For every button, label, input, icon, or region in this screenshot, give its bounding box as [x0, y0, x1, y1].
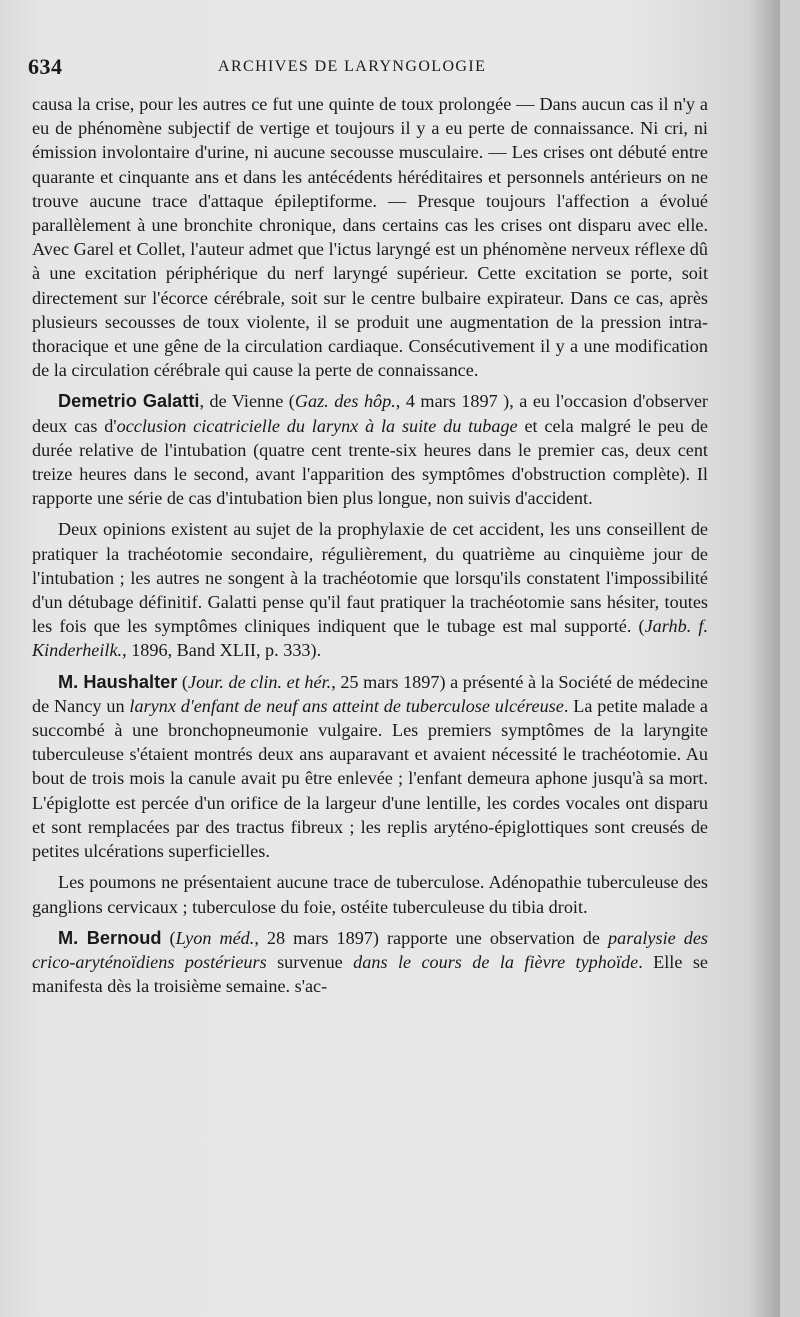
- paragraph-crisis: [32, 92, 708, 382]
- topic-title: larynx d'enfant de neuf ans atteint de tuberculose ulcéreuse: [129, 695, 564, 716]
- text-run: , 4 mars 1897 ), a eu l'occasion d'observer deux cas d': [32, 391, 708, 436]
- text-run: survenue: [266, 951, 354, 972]
- article-body: [32, 92, 708, 998]
- text-run: Les poumons ne présentaient aucune trace de tuberculose. Adénopathie tuberculeuse des ganglions cervicaux ; tuberculose du foie, ostéite tuberculeuse du tibia droit.: [32, 872, 708, 917]
- text-run: (: [161, 927, 176, 948]
- author-name: M. Bernoud: [58, 927, 162, 948]
- text-run: , 28 mars 1897) rapporte une observation de: [254, 927, 609, 948]
- text-run: , de Vienne (: [199, 391, 295, 412]
- paragraph-bernoud: [32, 926, 708, 999]
- text-run: . Elle se manifesta dès la troisième semaine. s'ac-: [32, 951, 708, 997]
- page-header: [28, 54, 728, 84]
- paragraph-prophylaxis: [32, 517, 708, 662]
- source-citation: Lyon méd.: [175, 927, 255, 948]
- text-run: , 1896, Band XLII, p. 333).: [122, 640, 322, 661]
- topic-title: paralysie des crico-aryténoïdiens postérieurs: [32, 927, 708, 972]
- running-title: ARCHIVES DE LARYNGOLOGIE: [218, 58, 487, 75]
- text-run: et cela malgré le peu de durée relative de l'intubation (quatre cent trente-six heures dans le premier cas, deux cent treize heures dans le second, avant l'apparition des symptômes d'obstruction complète). Il rapporte une série de cas d'intubation bien plus longue, non suivis d'accident.: [32, 415, 708, 509]
- author-name: Demetrio Galatti: [58, 391, 200, 412]
- text-run: Deux opinions existent au sujet de la prophylaxie de cet accident, les uns conseillent de pratiquer la trachéotomie secondaire, régulièrement, du quatrième au cinquième jour de l'intubation ; les autres ne songent à la trachéotomie que lorsqu'ils constatent l'impossibilité d'un détubage définitif. Galatti pense qu'il faut pratiquer la trachéotomie sans hésiter, toutes les fois que les symptômes cliniques indiquent que le tubage est mal supporté. (: [32, 519, 708, 637]
- topic-title: occlusion cicatricielle du larynx à la suite du tubage: [116, 415, 518, 436]
- text-run: (: [177, 671, 188, 692]
- text-run: . La petite malade a succombé à une bronchopneumonie vulgaire. Les premiers symptômes de la laryngite tuberculeuse s'étaient montrés deux ans auparavant et avaient nécessité le trachéotomie. Au bout de trois mois la canule avait pu être enlevée ; l'enfant demeura aphone jusqu'à sa mort. L'épiglotte est percée d'un orifice de la largeur d'une lentille, les cordes vocales ont disparu et sont remplacées par des tractus fibreux ; les replis aryténo-épiglottiques sont creusés de petites ulcérations superficielles.: [32, 695, 708, 862]
- paragraph-haushalter: [32, 670, 708, 864]
- paragraph-galatti: [32, 389, 708, 510]
- paragraph-lungs: [32, 870, 708, 918]
- source-citation: Jour. de clin. et hér.: [188, 671, 332, 692]
- text-run: , 25 mars 1897) a présenté à la Société de médecine de Nancy un: [32, 671, 709, 716]
- author-name: M. Haushalter: [58, 671, 178, 692]
- source-citation: Gaz. des hôp.: [294, 391, 396, 412]
- topic-title-2: dans le cours de la fièvre typhoïde: [353, 951, 639, 972]
- page-number: 634: [28, 54, 63, 79]
- source-citation: Jarhb. f. Kinderheilk.: [32, 616, 709, 661]
- paragraph-text: causa la crise, pour les autres ce fut une quinte de toux prolongée — Dans aucun cas il n'y a eu de phénomène subjectif de vertige et toujours il y a eu perte de connaissance. Ni cri, ni émission involontaire d'urine, ni aucune secousse musculaire. — Les crises ont débuté entre quarante et cinquante ans et dans les antécédents héréditaires et personnels antérieurs on ne trouve aucune trace d'attaque épileptiforme. — Presque toujours l'affection a évolué parallèlement à une bronchite chronique, dans certains cas les crises ont disparu avec elle. Avec Garel et Collet, l'auteur admet que l'ictus laryngé est un phénomène nerveux réflexe dû à une excitation périphérique du nerf laryngé supérieur. Cette excitation se porte, soit directement sur l'écorce cérébrale, soit sur le centre bulbaire expirateur. Dans ce cas, après plusieurs secousses de toux violente, il se produit une augmentation de la pression intra-thoracique et une gêne de la circulation cardiaque. Consécutivement il y a une modification de la circulation cérébrale qui cause la perte de connaissance.: [32, 94, 708, 381]
